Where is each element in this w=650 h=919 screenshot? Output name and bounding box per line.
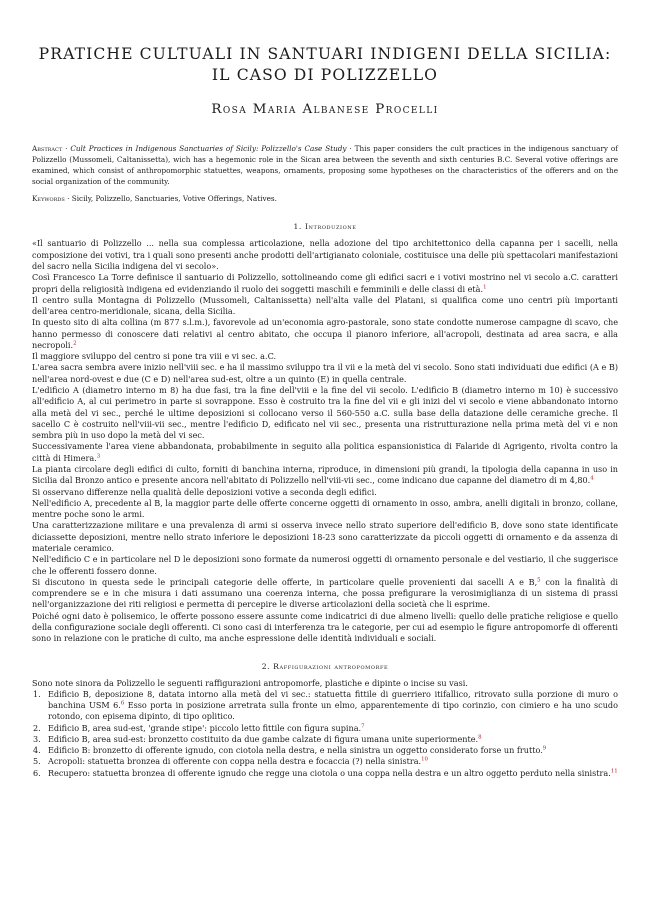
list-item [32,768,618,779]
list-item [32,745,618,756]
footnote-ref[interactable]: 10 [421,756,428,763]
paragraph-text: Si osservano differenze nella qualità delle deposizioni votive a seconda degli edifici. [32,486,377,497]
section-2-intro: Sono note sinora da Polizzello le seguenti raffigurazioni antropomorfe, plastiche e dipinte o incise su vasi. [32,677,468,688]
paragraph-text: Si discutono in questa sede le principali categorie delle offerte, in particolare quelle provenienti dai sacelli A e B, [32,576,538,587]
paragraph-text-cont: con la finalità di comprendere se e in che misura i dati assumano una coerenza interna, che possa prefigurare la verosimiglianza di un sistema di prassi nell'organizzazione dei riti religiosi e permetta di percepire le diverse articolazioni della società che li esprime. [32,576,618,610]
list-item [32,689,618,723]
article-title [32,44,618,86]
title-line-2: IL CASO DI POLIZZELLO [211,66,439,84]
list-item [32,723,618,734]
paragraph [32,520,618,554]
footnote-ref[interactable]: 4 [590,475,594,482]
paragraph [32,577,618,611]
paragraph [32,362,618,385]
paragraph [32,385,618,441]
footnote-ref[interactable]: 11 [610,768,618,775]
paragraph-text: L'edificio A (diametro interno m 8) ha due fasi, tra la fine dell'viii e la fine del vii secolo. L'edificio B (diametro interno m 10) è successivo all'edificio A, al cui perimetro in parte si sovrappone. Esso è costruito tra la fine del vii e gli inizi del vi secolo e viene abbandonato intorno alla metà del vi sec., perché le ultime deposizioni si collocano verso il 560-550 a.C. sulla base della datazione delle ceramiche greche. Il sacello C è costruito nell'viii-vii sec., mentre l'edificio D, edificato nel vii sec., presenta una ristrutturazione nella prima metà del vi e non sembra più in uso dopo la metà del vi sec. [32,385,618,441]
list-item-number: 1. [33,688,41,699]
paragraph [32,464,618,487]
abstract-separator-2: · [346,144,355,153]
list-item-text-cont: Esso porta in posizione arretrata sulla fronte un elmo, apparentemente di tipo corinzio, con cimiero e ha uno scudo rotondo, con episema dipinto, di tipo oplitico. [48,700,618,722]
article-author: Rosa Maria Albanese Procelli [211,102,439,117]
paragraph [32,554,618,577]
paragraph-text: Il centro sulla Montagna di Polizzello (Mussomeli, Caltanissetta) nell'alta valle del Platani, si qualifica come uno centri più importanti dell'area centro-meridionale, sicana, della Sicilia. [32,294,618,317]
list-item-text: Edificio B, area sud-est, 'grande stipe': piccolo letto fittile con figura supina. [48,722,362,733]
keywords-text: Sicily, Polizzello, Sanctuaries, Votive Offerings, Natives. [71,194,277,204]
list-item-number: 2. [33,722,41,733]
paragraph-text: Così Francesco La Torre definisce il santuario di Polizzello, sottolineando come gli edifici sacri e i votivi mostrino nel vi secolo a.C. caratteri propri della religiosità indigena ed evidenziando il ruolo dei soggetti maschili e femminili e delle classi di età. [32,272,618,294]
paragraph-text: Poiché ogni dato è polisemico, le offerte possono essere assunte come indicatrici di due almeno livelli: quello delle pratiche religiose e quello della configurazione sociale degli offerenti. Ci sono casi di interferenza tra le categorie, per cui ad esempio le figure antropomorfe di offerenti sono in relazione con le pratiche di culto, ma anche espressione delle identità individuali e sociali. [32,610,618,644]
list-item-number: 5. [33,756,41,767]
paragraph-text: Nell'edificio C e in particolare nel D le deposizioni sono formate da numerosi oggetti di ornamento personale e del vestiario, il che suggerisce che le offerenti fossero donne. [32,554,618,576]
list-item-text: Edificio B: bronzetto di offerente ignudo, con ciotola nella destra, e nella sinistra un oggetto considerato forse un frutto. [48,745,543,756]
paragraph-text: Successivamente l'area viene abbandonata, probabilmente in seguito alla politica espansionistica di Falaride di Agrigento, rivolta contro la città di Himera. [32,441,618,463]
list-item-number: 3. [33,733,41,744]
paragraph-text: In questo sito di alta collina (m 877 s.l.m.), favorevole ad un'economia agro-pastorale, sono state condotte numerose campagne di scavo, che hanno permesso di conoscere dati relativi al centro abitato, che occupa il pianoro inferiore, all'acropoli, destinata ad area sacra, e alla necropoli. [32,317,618,350]
paragraph-text: Nell'edificio A, precedente al B, la maggior parte delle offerte concerne oggetti di ornamento in osso, ambra, anelli digitali in bronzo, collane, mentre poche sono le armi. [32,497,618,520]
footnote-ref[interactable]: 5 [537,577,541,584]
footnote-ref[interactable]: 9 [542,745,547,752]
list-item [32,756,618,767]
paragraph [32,487,618,498]
list-item-text: Recupero: statuetta bronzea di offerente ignudo che regge una ciotola o una coppa nella destra e un altro oggetto perduto nella sinistra. [48,767,611,778]
keywords-label: Keywords [32,194,65,204]
footnote-ref[interactable]: 3 [96,453,101,460]
abstract-title: Cult Practices in Indigenous Sanctuaries of Sicily: Polizzello's Case Study [70,144,347,153]
paragraph [32,611,618,645]
abstract [32,143,618,187]
footnote-ref[interactable]: 1 [483,283,487,290]
article-page [32,44,618,779]
list-item [32,734,618,745]
title-line-1: PRATICHE CULTUALI IN SANTUARI INDIGENI DELLA SICILIA: [38,45,612,63]
paragraph-text: Una caratterizzazione militare e una prevalenza di armi si osserva invece nello strato superiore dell'edificio B, dove sono state identificate diciassette deposizioni, mentre nello strato inferiore le deposizioni 18-23 sono caratterizzate da piccoli oggetti di ornamento e da assenza di materiale ceramico. [32,520,618,553]
abstract-label: Abstract [32,144,63,153]
paragraph [32,498,618,521]
paragraph-text: La pianta circolare degli edifici di culto, forniti di banchina interna, riproduce, in dimensioni più grandi, la tipologia della capanna in uso in Sicilia dal Bronzo antico e presente ancora nell'abitato di Polizzello nell'viii-vii sec., come indicano due capanne del diametro di m 4,80. [32,464,618,486]
paragraph-text: L'area sacra sembra avere inizio nell'viii sec. e ha il massimo sviluppo tra il vii e la metà del vi secolo. Sono stati individuati due edifici (A e B) nell'area nord-ovest e due (C e D) nell'area sud-est, oltre a un quinto (E) in quella centrale. [32,362,618,384]
figure-list [32,689,618,779]
paragraph-text: Il maggiore sviluppo del centro si pone tra viii e vi sec. a.C. [32,351,277,362]
paragraph [32,272,618,295]
paragraph-text: «Il santuario di Polizzello ... nella sua complessa articolazione, nella adozione del tipo architettonico della capanna per i sacelli, nella composizione dei votivi, tra i quali sono presenti anche prodotti dell'artigianato coloniale, costituisce una delle più spettacolari manifestazioni del sacro nella Sicilia indigena del vi secolo». [32,238,618,271]
list-item-text: Edificio B, deposizione 8, datata intorno alla metà del vi sec.: statuetta fittile di guerriero itifallico, ritrovato sulla porzione di muro o banchina USM 6. [48,688,618,711]
footnote-ref[interactable]: 8 [478,734,482,741]
list-item-number: 6. [33,767,41,778]
footnote-ref[interactable]: 7 [361,722,365,729]
paragraph [32,238,618,272]
paragraph [32,351,618,362]
section-1-body [32,238,618,644]
keywords [32,193,618,204]
paragraph [32,317,618,351]
list-item-text: Acropoli: statuetta bronzea di offerente con coppa nella destra e focaccia (?) nella sinistra. [48,756,422,767]
abstract-separator: · [62,144,71,153]
footnote-ref[interactable]: 6 [120,700,125,707]
list-item-number: 4. [33,745,41,756]
paragraph [32,295,618,318]
abstract-text: This paper considers the cult practices in the indigenous sanctuary of Polizzello (Mussomeli, Caltanissetta), wich has a hegemonic role in the Sican area between the seventh and sixth centuries B.C. Several votive offerings are examined, which consist of anthropomorphic statuettes, weapons, ornaments, proposing some hypotheses on the characteristics of the offerers and on the social organization of the community. [32,144,618,187]
section-heading-raffigurazioni: 2. Raffigurazioni antropomorfe [261,661,389,671]
keywords-separator: · [64,194,72,204]
paragraph [32,441,618,464]
section-heading-introduzione: 1. Introduzione [293,222,357,232]
list-item-text: Edificio B, area sud-est: bronzetto costituito da due gambe calzate di figura umana unite superiormente. [48,733,479,744]
footnote-ref[interactable]: 2 [73,340,77,347]
